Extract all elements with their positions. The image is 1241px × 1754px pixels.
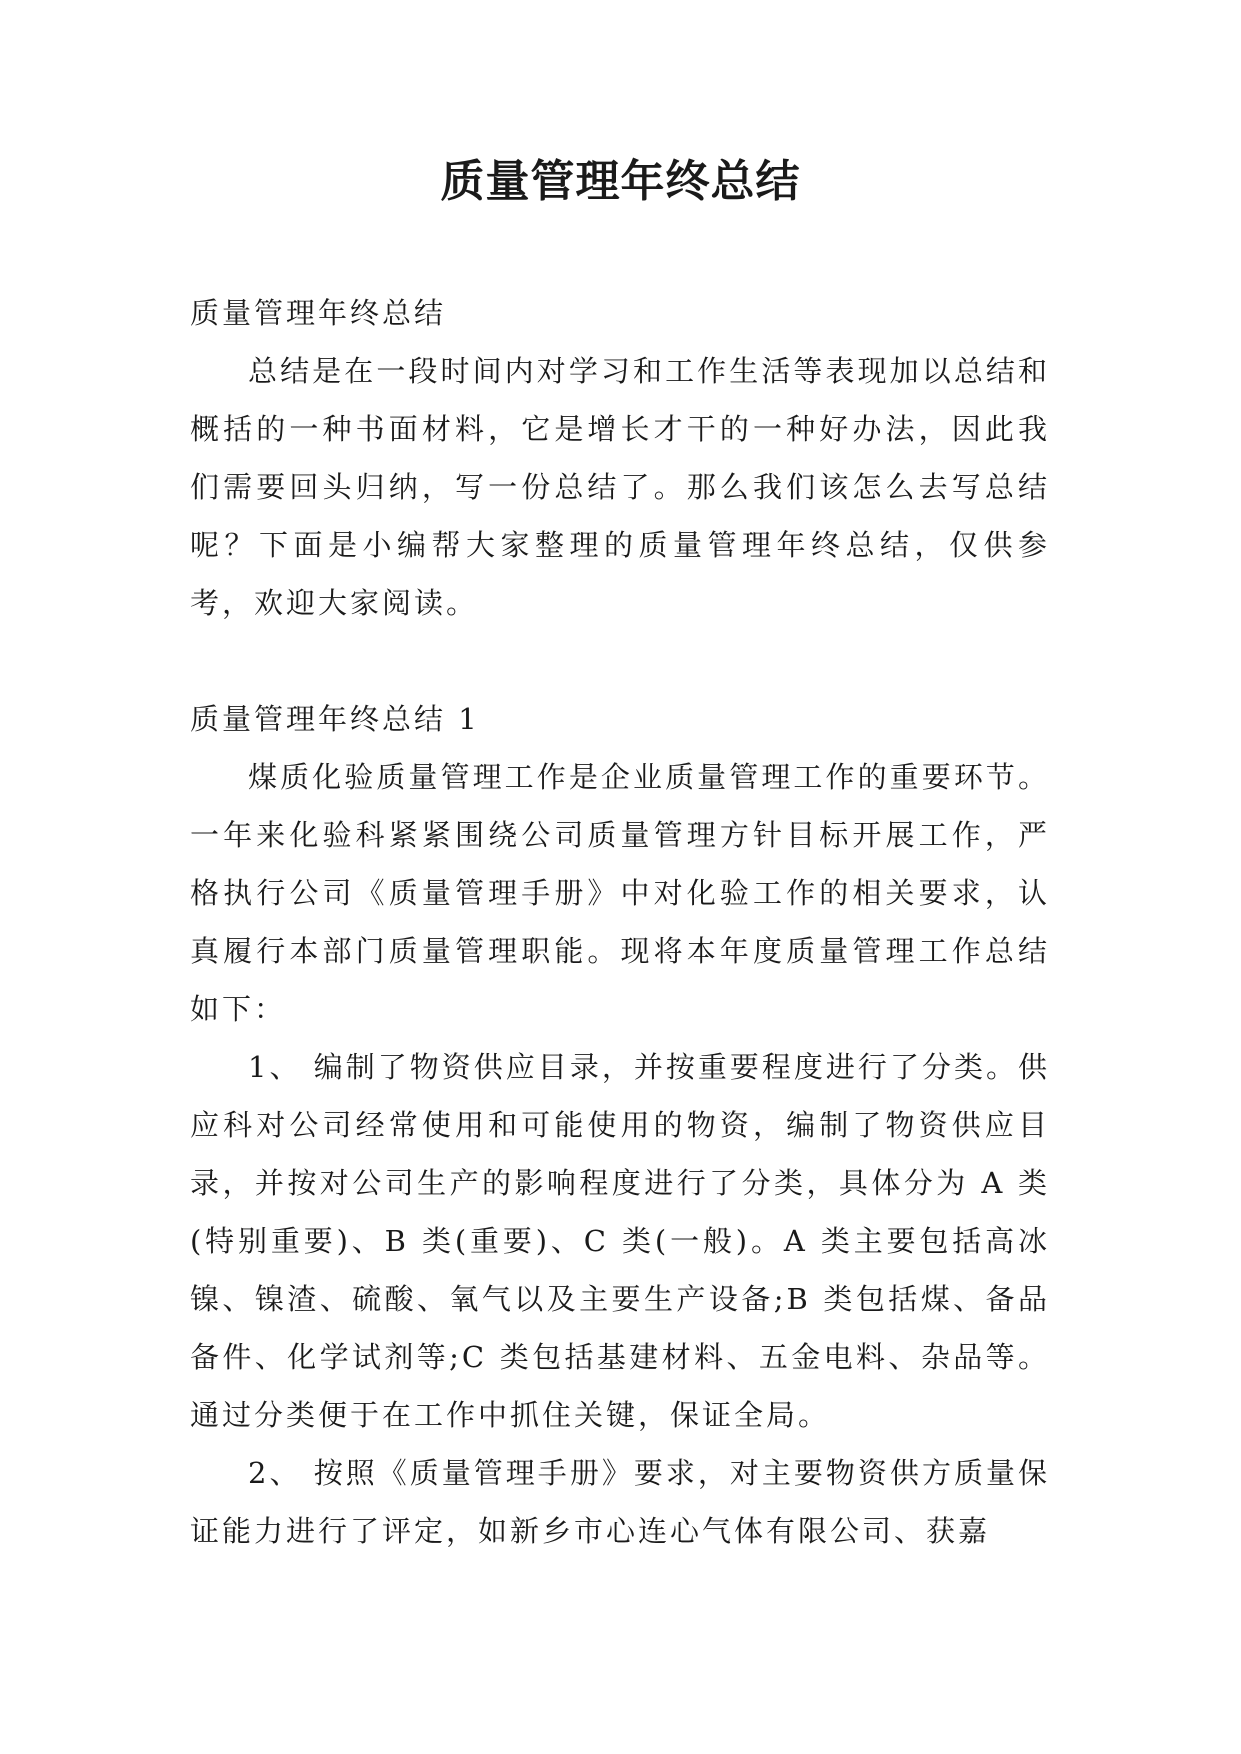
- intro-paragraph: 总结是在一段时间内对学习和工作生活等表现加以总结和概括的一种书面材料，它是增长才干的一种好办法，因此我们需要回头归纳，写一份总结了。那么我们该怎么去写总结呢？下面是小编帮大家整理的质量管理年终总结，仅供参考，欢迎大家阅读。: [190, 354, 1050, 620]
- body-paragraph: 煤质化验质量管理工作是企业质量管理工作的重要环节。一年来化验科紧紧围绕公司质量管理方针目标开展工作，严格执行公司《质量管理手册》中对化验工作的相关要求，认真履行本部门质量管理职能。现将本年度质量管理工作总结如下：: [190, 760, 1050, 1026]
- document-body: [190, 284, 1050, 1560]
- section-heading: 质量管理年终总结 1: [190, 702, 480, 736]
- document-title: 质量管理年终总结: [440, 156, 801, 207]
- body-paragraph: 1、 编制了物资供应目录，并按重要程度进行了分类。供应科对公司经常使用和可能使用的物资，编制了物资供应目录，并按对公司生产的影响程度进行了分类，具体分为 A 类(特别重要)、B 类(重要)、C 类(一般)。A 类主要包括高冰镍、镍渣、硫酸、氧气以及主要生产设备;B 类包括煤、备品备件、化学试剂等;C 类包括基建材料、五金电料、杂品等。通过分类便于在工作中抓住关键，保证全局。: [190, 1050, 1050, 1432]
- section-heading: 质量管理年终总结: [190, 296, 447, 330]
- body-paragraph: 2、 按照《质量管理手册》要求，对主要物资供方质量保证能力进行了评定，如新乡市心连心气体有限公司、获嘉: [190, 1456, 1050, 1548]
